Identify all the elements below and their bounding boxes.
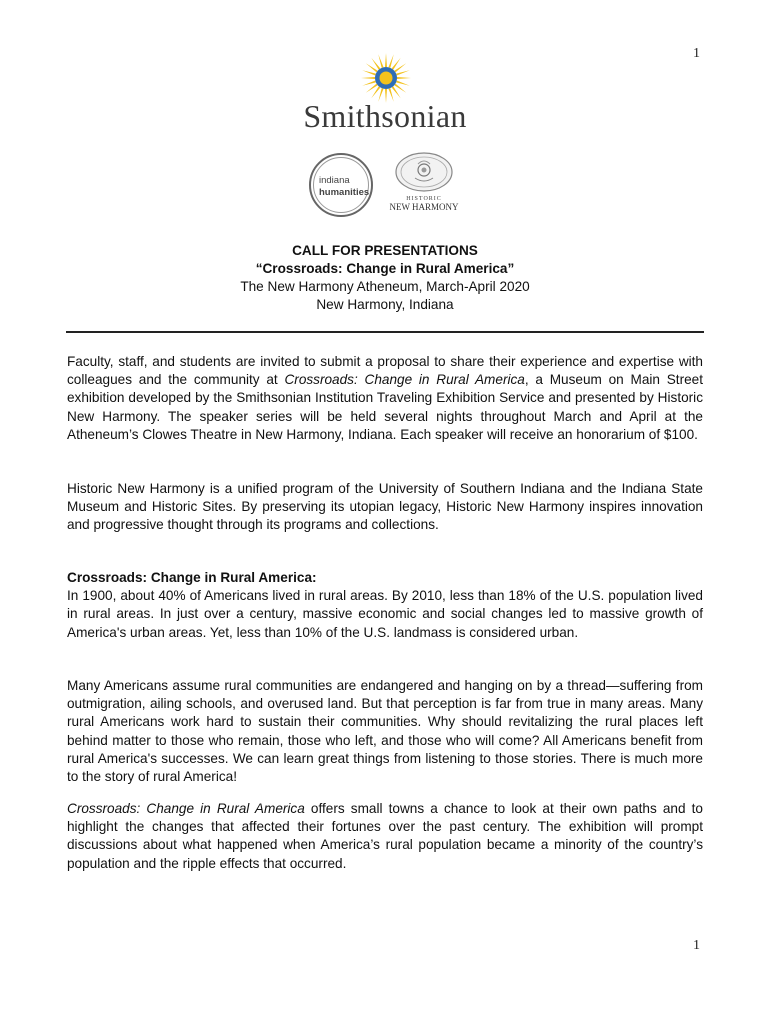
section-paragraph-1: In 1900, about 40% of Americans lived in rural areas. By 2010, less than 18% of the U.S. population lived in rural areas. In just over a century, massive economic and social changes led to massive growth of America's urban areas. Yet, less than 10% of the U.S. landmass is considered urban. bbox=[67, 588, 703, 640]
section-paragraph-2: Many Americans assume rural communities are endangered and hanging on by a thread—suffering from outmigration, ailing schools, and overused land. But that perception is far from true in many areas. Many rural Americans work hard to sustain their communities. Why should revitalizing the rural places left behind matter to those who remain, those who left, and those who will come? All Americans benefit from rural America's successes. We can learn great things from listening to those stories. There is much more to the story of rural America! bbox=[67, 678, 703, 785]
hnh-line2: NEW HARMONY bbox=[389, 202, 459, 212]
sun-ray bbox=[385, 53, 387, 67]
sun-ray bbox=[396, 70, 410, 75]
indiana-humanities-logo bbox=[308, 152, 374, 218]
intro-p1-text-end: , a Museum on Main Street exhibition developed by the Smithsonian Institution Traveling Exhibition Service and presented by Historic New Harmony. The speaker series will be held several nights throughout March and April at the Atheneum’s Clowes Theatre in New Harmony, Indiana. Each speaker will receive an honorarium of $100. bbox=[67, 372, 704, 442]
intro-p1-text: Faculty, staff, and students are invited to submit a proposal to share their experience and expertise with colleagues and the community at bbox=[67, 354, 703, 388]
intro-paragraph-2: Historic New Harmony is a unified program of the University of Southern Indiana and the Indiana State Museum and Historic Sites. By preserving its utopian legacy, Historic New Harmony inspires innovation and progressive thought through its programs and collections. bbox=[67, 481, 703, 533]
sun-ray bbox=[397, 77, 411, 79]
smithsonian-sun-icon bbox=[360, 52, 412, 104]
venue-line: The New Harmony Atheneum, March-April 2020 bbox=[240, 279, 530, 294]
call-header bbox=[0, 242, 770, 314]
location-line: New Harmony, Indiana bbox=[316, 297, 454, 312]
indiana-humanities-line1: indiana bbox=[319, 175, 350, 186]
call-subtitle: “Crossroads: Change in Rural America” bbox=[255, 261, 515, 276]
sun-ray bbox=[388, 54, 393, 68]
sun-ray bbox=[361, 77, 375, 79]
sun-ray bbox=[362, 80, 376, 85]
sun-ray bbox=[396, 80, 410, 85]
smithsonian-logo-text: Smithsonian bbox=[303, 98, 467, 134]
historic-new-harmony-logo bbox=[386, 150, 462, 216]
exhibition-title-italic-2: Crossroads: Change in Rural America bbox=[67, 801, 305, 816]
indiana-humanities-line2: humanities bbox=[319, 187, 370, 198]
sun-ray bbox=[378, 54, 383, 68]
hnh-line1: HISTORIC bbox=[406, 196, 442, 202]
section-paragraph-3 bbox=[67, 800, 703, 873]
section-heading: Crossroads: Change in Rural America: bbox=[67, 570, 317, 585]
page-number-top: 1 bbox=[693, 46, 700, 61]
sun-ray bbox=[362, 70, 376, 75]
call-title: CALL FOR PRESENTATIONS bbox=[292, 243, 478, 258]
section-p3-text: offers small towns a chance to look at their own paths and to highlight the changes that affected their fortunes over the past century. The exhibition will prompt discussions about what happened when America’s rural population became a minority of the country’s population and the ripple effects that occurred. bbox=[67, 801, 703, 871]
header-divider bbox=[66, 331, 704, 333]
page-number-bottom: 1 bbox=[693, 938, 700, 953]
exhibition-title-italic: Crossroads: Change in Rural America bbox=[284, 372, 525, 388]
intro-paragraph-1 bbox=[67, 353, 703, 444]
section-crossroads bbox=[67, 569, 703, 642]
